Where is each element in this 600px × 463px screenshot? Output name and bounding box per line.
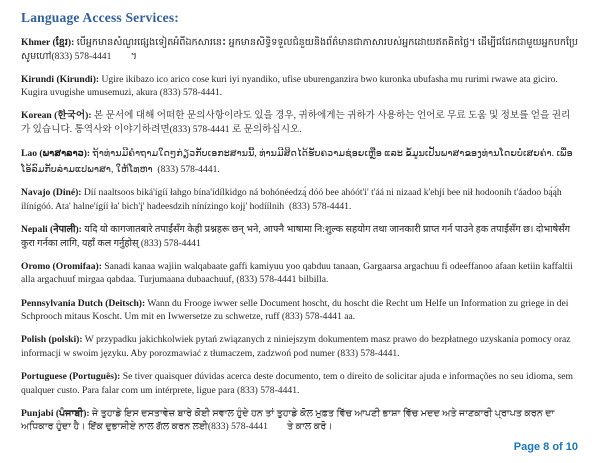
language-section-nepali: [21, 223, 579, 250]
language-label-polish: Polish (polski):: [21, 334, 83, 346]
language-text-polish: W przypadku jakichkolwiek pytań związanych z niniejszym dokumentem masz prawo do bezpłatnego uzyskania pomocy oraz informacji w swoim języku. Aby porozmawiać z tłumaczem, zadzwoń pod numer (833) 578-4441.: [21, 334, 571, 359]
language-section-korean: [21, 109, 579, 136]
language-text-pennsylvania-dutch: Wann du Frooge iwwer selle Document hoscht, du hoscht die Recht um Helfe un Information zu griege in dei Schprooch mitaus Koscht. Um mit en Iwwersetze zu schwetze, ruff (833) 578-4441 aa.: [21, 297, 569, 323]
language-section-oromo: [21, 260, 579, 287]
language-section-navajo: [21, 186, 579, 213]
language-text-nepali: यदि यो कागजातबारे तपाईंसँग केही प्रश्नहरू छन् भने, आफ्नै भाषामा नि:शुल्क सहयोग तथा जानकारी प्राप्त गर्न पाउने हक तपाईंसँग छ। दोभाषेसँग कुरा गर्नका लागि, यहाँ कल गर्नुहोस् (833) 578-4441: [21, 224, 571, 249]
page-number: Page 8 of 10: [513, 441, 578, 453]
language-label-nepali: Nepali (नेपाली):: [21, 224, 82, 236]
language-text-punjabi: ਜੇ ਤੁਹਾਡੇ ਇਸ ਦਸਤਾਵੇਜ਼ ਬਾਰੇ ਕੋਈ ਸਵਾਲ ਹੁੰਦੇ ਹਨ ਤਾਂ ਤੁਹਾਡੇ ਕੋਲ ਮੁਫ਼ਤ ਵਿੱਚ ਆਪਣੀ ਭਾਸ਼ਾ ਵਿੱਚ ਮਦਦ ਅਤੇ ਜਾਣਕਾਰੀ ਪ੍ਰਾਪਤ ਕਰਨ ਦਾ ਅਧਿਕਾਰ ਹੁੰਦਾ ਹੈ। ਇੱਕ ਦੁਭਾਸ਼ੀਏ ਨਾਲ ਗੱਲ ਕਰਨ ਲਈ(833) 578-4441 ਤੇ ਕਾਲ ਕਰੋ।: [21, 407, 555, 433]
language-text-portuguese: Se tiver quaisquer dúvidas acerca deste documento, tem o direito de solicitar ajuda e informações no seu idioma, sem qualquer custo. Para falar com um intérprete, ligue para (833) 578-4441.: [21, 370, 574, 396]
language-label-kirundi: Kirundi (Kirundi):: [21, 73, 100, 85]
language-section-portuguese: [21, 370, 579, 397]
language-label-punjabi: Punjabi (ਪੰਜਾਬੀ):: [21, 407, 90, 419]
language-label-khmer: Khmer (ខ្មែរ):: [21, 37, 75, 48]
language-text-oromo: Sanadi kanaa wajiin walqabaate gaffi kamiyuu yoo qabduu tanaan, Gargaarsa argachuu fi odeeffanoo afaan ketiin kaffaltii alla argachuuf mirgaa qabdaa. Turjumaana dubaachuuf, (833) 578-4441 bilbilla.: [21, 260, 573, 286]
language-label-navajo: Navajo (Diné):: [21, 187, 82, 199]
language-label-oromo: Oromo (Oromifaa):: [21, 260, 102, 272]
language-section-lao: [21, 146, 579, 177]
language-section-kirundi: [21, 73, 579, 100]
language-text-lao: ຖ້າທ່ານມີຄຳຖາມໃດໆກ່ຽວກັບເອກະສານນີ້, ທ່ານມີສິດໄດ້ຮັບຄວາມຊ່ອຍເຫຼືອ ແລະ ຂໍ້ມູນເປັນພາສາຂອງທ່ານໂດຍບໍ່ເສຍຄ່າ. ເພື່ອໂອ້ລົມກັບລ່າມແປພາສາ, ໃຫ້ໂທຫາ (833) 578-4441.: [21, 148, 573, 175]
language-section-pennsylvania-dutch: [21, 297, 579, 324]
language-label-pennsylvania-dutch: Pennsylvania Dutch (Deitsch):: [21, 297, 146, 309]
language-label-korean: Korean (한국어):: [21, 110, 92, 122]
language-text-kirundi: Ugire ikibazo ico arico cose kuri iyi nyandiko, ufise uburenganzira bwo kuronka ubufasha mu rurimi rwawe ata giciro. Kugira uvugishe umusemuzi, akura (833) 578-4441.: [21, 73, 558, 99]
language-section-polish: [21, 333, 579, 360]
language-label-lao: Lao (ພາສາລາວ):: [21, 148, 91, 160]
page-title: Language Access Services:: [21, 10, 179, 25]
language-section-khmer: [21, 36, 579, 63]
language-text-navajo: Díí naaltsoos biká'ígíí łahgo bína'ídílkidgo ná bohónéedzą́ dóó bee ahóót'i' t'áá ni nizaad k'ehjí bee nił hodoonih t'áadoo bą́ą́h ílínígóó. Ata' halne'ígíí ła' bich'į' hadeesdzih nínízingo kojį' hodíílnih (833) 578-4441.: [21, 187, 562, 212]
language-text-korean: 본 문서에 대해 어떠한 문의사항이라도 있을 경우, 귀하에게는 귀하가 사용하는 언어로 무료 도움 및 정보를 얻을 권리가 있습니다. 통역사와 이야기하려면(833) 578-4441 로 문의하십시오.: [21, 110, 571, 136]
language-label-portuguese: Portuguese (Português):: [21, 370, 121, 382]
language-text-khmer: បើអ្នកមានសំណួរផ្សេងទៀតអំពីឯកសារនេះ អ្នកមានសិទ្ធិទទួលជំនួយនិងព័ត៌មានជាភាសារបស់អ្នកដោយឥតគិតថ្លៃ។ ដើម្បីជជែកជាមួយអ្នកបកប្រែ សូមហៅ(833) 578-4441 ។: [21, 37, 578, 62]
language-section-punjabi: [21, 407, 579, 434]
